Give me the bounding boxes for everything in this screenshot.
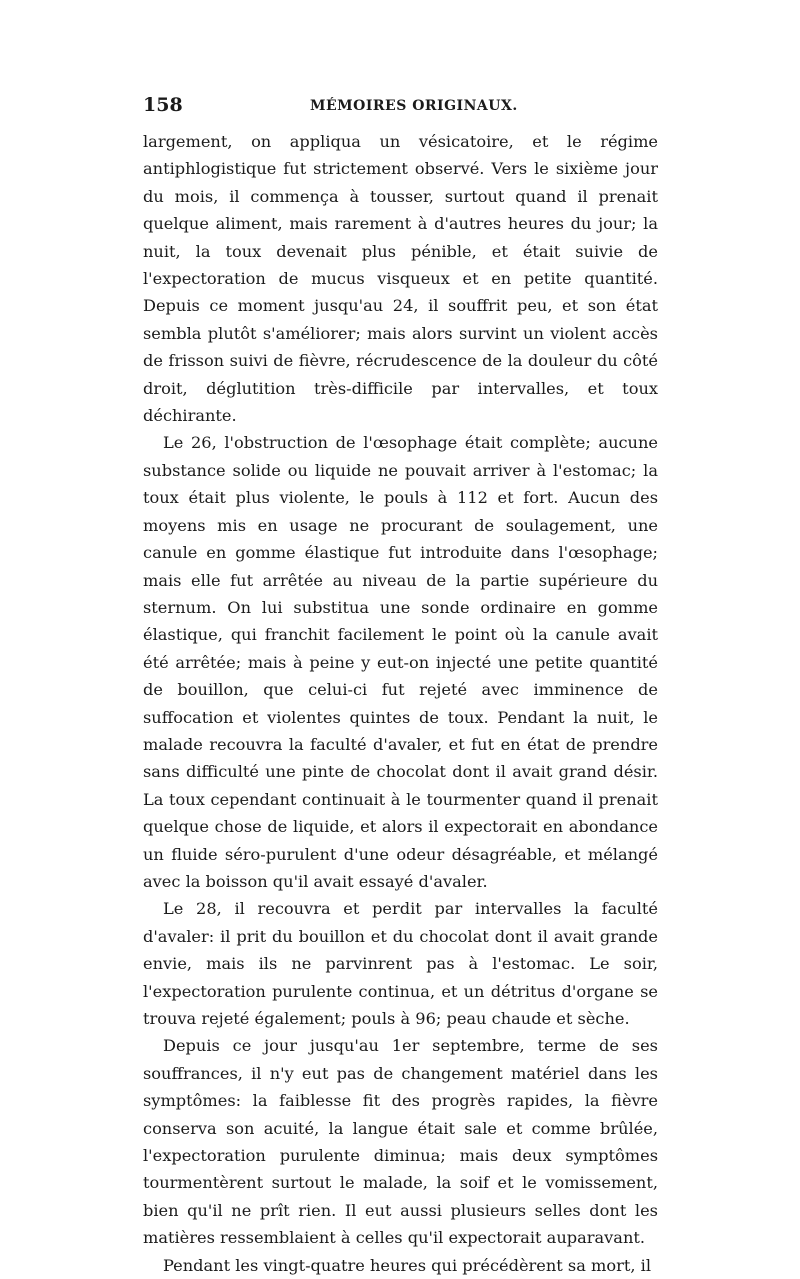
paragraph-4: Depuis ce jour jusqu'au 1er septembre, terme de ses souffrances, il n'y eut pas de changement matériel dans les symptômes: la faiblesse fit des progrès rapides, la fièvre conserva son acuité, la langue était sale et comme brûlée, l'expectoration purulente diminua; mais deux symptômes tourmentèrent surtout le malade, la soif et le vomissement, bien qu'il ne prît rien. Il eut aussi plusieurs selles dont les matières ressemblaient à celles qu'il expectorait auparavant. [143, 1036, 658, 1248]
paragraph-5: Pendant les vingt-quatre heures qui précédèrent sa mort, il [163, 1255, 652, 1275]
paragraph-3: Le 28, il recouvra et perdit par intervalles la faculté d'avaler: il prit du bouillon et du chocolat dont il avait grande envie, mais ils ne parvinrent pas à l'estomac. Le soir, l'expectoration purulente continua, et un détritus d'organe se trouva rejeté également; pouls à 96; peau chaude et sèche. [143, 899, 658, 1028]
page [143, 92, 658, 1279]
paragraph-2: Le 26, l'obstruction de l'œsophage était complète; aucune substance solide ou liquide ne pouvait arriver à l'estomac; la toux était plus violente, le pouls à 112 et fort. Aucun des moyens mis en usage ne procurant de soulagement, une canule en gomme élastique fut introduite dans l'œsophage; mais elle fut arrêtée au niveau de la partie supérieure du sternum. On lui substitua une sonde ordinaire en gomme élastique, qui franchit facilement le point où la canule avait été arrêtée; mais à peine y eut-on injecté une petite quantité de bouillon, que celui-ci fut rejeté avec imminence de suffocation et violentes quintes de toux. Pendant la nuit, le malade recouvra la faculté d'avaler, et fut en état de prendre sans difficulté une pinte de chocolat dont il avait grand désir. La toux cependant continuait à le tourmenter quand il prenait quelque chose de liquide, et alors il expectorait en abondance un fluide séro-purulent d'une odeur désagréable, et mélangé avec la boisson qu'il avait essayé d'avaler. [143, 433, 658, 891]
paragraph-1: largement, on appliqua un vésicatoire, et le régime antiphlogistique fut strictement observé. Vers le sixième jour du mois, il commença à tousser, surtout quand il prenait quelque aliment, mais rarement à d'autres heures du jour; la nuit, la toux devenait plus pénible, et était suivie de l'expectoration de mucus visqueux et en petite quantité. Depuis ce moment jusqu'au 24, il souffrit peu, et son état sembla plutôt s'améliorer; mais alors survint un violent accès de frisson suivi de fièvre, récrudescence de la douleur du côté droit, déglutition très-difficile par intervalles, et toux déchirante. [143, 132, 658, 426]
running-title: MÉMOIRES ORIGINAUX. [310, 98, 518, 114]
page-number: 158 [143, 94, 183, 116]
page-header [143, 92, 658, 128]
